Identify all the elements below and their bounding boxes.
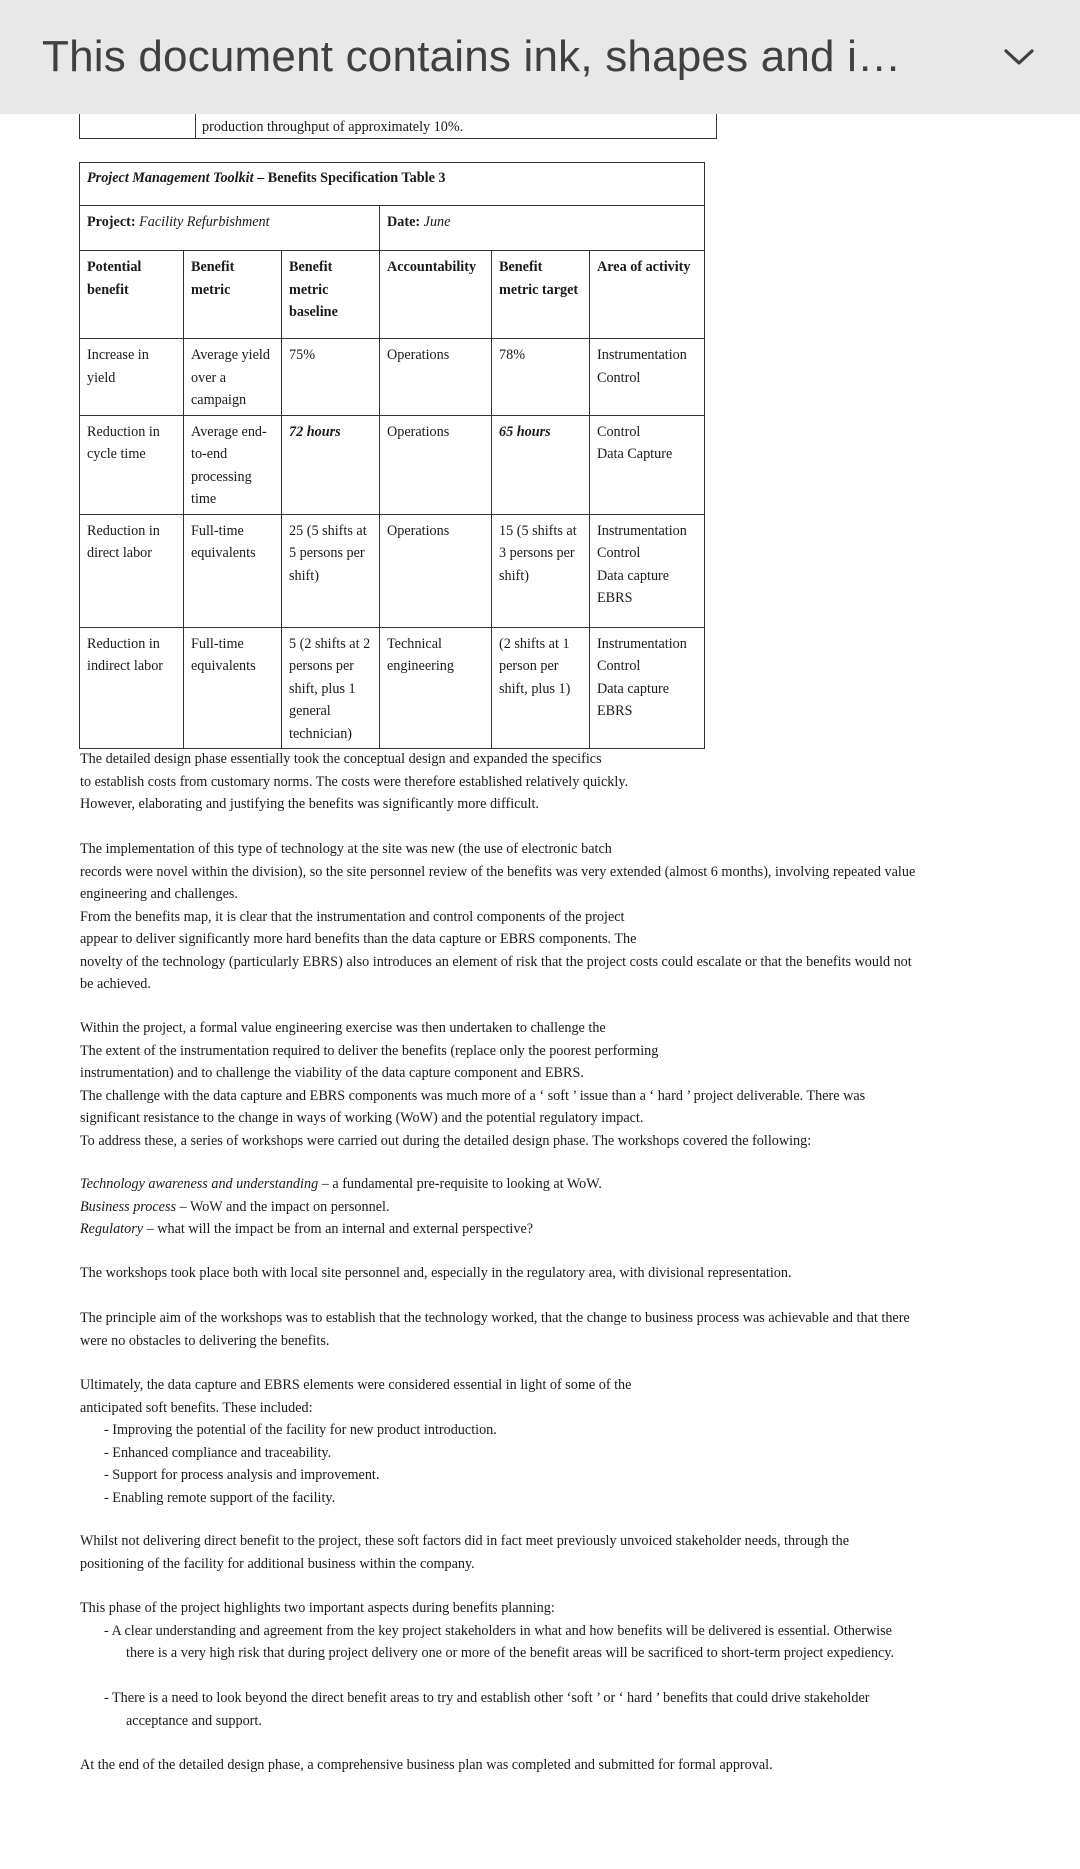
- list-item: - Support for process analysis and improvement.: [104, 1467, 380, 1483]
- column-header: Benefit metric: [184, 251, 282, 339]
- paragraph: The implementation of this type of technology at the site was new (the use of electronic batch records were novel within the division), so the site personnel review of the benefits was very extended (almost 6 months), involving repeated value engineering and challenges. From the benefits map, it is clear that the instrumentation and control components of the project appear to deliver significantly more hard benefits than the data capture or EBRS components. The novelty of the technology (particularly EBRS) also introduces an element of risk that the project costs could escalate or that the benefits would not be achieved.: [80, 841, 916, 992]
- target-cell: (2 shifts at 1 person per shift, plus 1): [492, 627, 590, 749]
- paragraph: At the end of the detailed design phase, a comprehensive business plan was completed and submitted for formal approval.: [80, 1757, 773, 1773]
- baseline-cell: 5 (2 shifts at 2 persons per shift, plus 1 general technician): [282, 627, 380, 749]
- paragraph: Ultimately, the data capture and EBRS elements were considered essential in light of some of the anticipated soft benefits. These included: - Improving the potential of the facility for new product introduction. - Enhanced compliance and traceability. - Support for process analysis and improvement. - Enabling remote support of the facility.: [80, 1374, 1010, 1509]
- benefit-cell: Reduction in indirect labor: [80, 627, 184, 749]
- previous-table-fragment: [79, 114, 717, 139]
- chevron-down-icon[interactable]: [1000, 40, 1038, 74]
- workshop-topic: Technology awareness and understanding – a fundamental pre-requisite to looking at WoW.: [80, 1176, 602, 1192]
- list-item: there is a very high risk that during project delivery one or more of the benefit areas will be sacrificed to short-term project expediency.: [126, 1645, 895, 1661]
- list-item: - Enhanced compliance and traceability.: [104, 1444, 332, 1461]
- paragraph: [80, 1687, 1010, 1732]
- area-cell: Instrumentation Control Data capture EBRS: [590, 514, 705, 627]
- column-header: Benefit metric baseline: [282, 251, 380, 339]
- metric-cell: Average yield over a campaign: [184, 339, 282, 416]
- paragraph: The detailed design phase essentially took the conceptual design and expanded the specifics to establish costs from customary norms. The costs were therefore established relatively quickly. However, elaborating and justifying the benefits was significantly more difficult.: [80, 751, 629, 812]
- table-row: [80, 514, 705, 627]
- metric-cell: Average end-to-end processing time: [184, 415, 282, 514]
- table-cell: production throughput of approximately 10%.: [202, 119, 464, 135]
- area-cell: Instrumentation Control: [590, 339, 705, 416]
- accountability-cell: Operations: [380, 339, 492, 416]
- column-header: Potential benefit: [80, 251, 184, 339]
- list-item: acceptance and support.: [126, 1712, 262, 1729]
- column-header: Benefit metric target: [492, 251, 590, 339]
- table-row: [80, 627, 705, 749]
- workshop-topic: Regulatory – what will the impact be from an internal and external perspective?: [80, 1221, 534, 1237]
- accountability-cell: Operations: [380, 514, 492, 627]
- baseline-cell: 72 hours: [282, 415, 380, 514]
- metric-cell: Full-time equivalents: [184, 627, 282, 749]
- paragraph: This phase of the project highlights two important aspects during benefits planning: - A clear understanding and agreement from the key project stakeholders in what and how benefits will be delivered is essential. Otherwise there is a very high risk that during project delivery one or more of the benefit areas will be sacrificed to short-term project expediency.: [80, 1597, 1010, 1665]
- baseline-cell: 25 (5 shifts at 5 persons per shift): [282, 514, 380, 627]
- list-item: - There is a need to look beyond the direct benefit areas to try and establish other ‘soft ’ or ‘ hard ’ benefits that could drive stakeholder: [104, 1690, 870, 1706]
- benefits-specification-table: [79, 162, 705, 749]
- accountability-cell: Technical engineering: [380, 627, 492, 749]
- paragraph: The workshops took place both with local site personnel and, especially in the regulatory area, with divisional representation.: [80, 1265, 792, 1281]
- paragraph: The principle aim of the workshops was to establish that the technology worked, that the change to business process was achievable and that there were no obstacles to delivering the benefits.: [80, 1310, 910, 1349]
- target-cell: 78%: [492, 339, 590, 416]
- workshop-topic: Business process – WoW and the impact on personnel.: [80, 1198, 390, 1215]
- accountability-cell: Operations: [380, 415, 492, 514]
- target-cell: 65 hours: [492, 415, 590, 514]
- metric-cell: Full-time equivalents: [184, 514, 282, 627]
- date-cell: Date: June: [380, 206, 705, 251]
- target-cell: 15 (5 shifts at 3 persons per shift): [492, 514, 590, 627]
- benefit-cell: Reduction in direct labor: [80, 514, 184, 627]
- table-row: [80, 339, 705, 416]
- baseline-cell: 75%: [282, 339, 380, 416]
- column-header: Area of activity: [590, 251, 705, 339]
- table-row: [80, 415, 705, 514]
- paragraph: Within the project, a formal value engineering exercise was then undertaken to challenge the The extent of the instrumentation required to deliver the benefits (replace only the poorest performing instrumentation) and to challenge the viability of the data capture component and EBRS. The challenge with the data capture and EBRS components was much more of a ‘ soft ’ issue than a ‘ hard ’ project deliverable. There was significant resistance to the change in ways of working (WoW) and the potential regulatory impact. To address these, a series of workshops were carried out during the detailed design phase. The workshops covered the following:: [80, 1020, 866, 1149]
- column-header: Accountability: [380, 251, 492, 339]
- workshop-topics: [80, 1173, 1010, 1241]
- benefit-cell: Reduction in cycle time: [80, 415, 184, 514]
- area-cell: Instrumentation Control Data capture EBRS: [590, 627, 705, 749]
- project-cell: Project: Facility Refurbishment: [80, 206, 380, 251]
- paragraph: Whilst not delivering direct benefit to the project, these soft factors did in fact meet previously unvoiced stakeholder needs, through the positioning of the facility for additional business within the company.: [80, 1533, 850, 1572]
- document-banner: [0, 0, 1080, 114]
- benefit-cell: Increase in yield: [80, 339, 184, 416]
- list-item: - A clear understanding and agreement from the key project stakeholders in what and how benefits will be delivered is essential. Otherwise: [104, 1622, 892, 1639]
- list-item: - Improving the potential of the facility for new product introduction.: [104, 1422, 497, 1438]
- list-item: - Enabling remote support of the facility.: [104, 1489, 336, 1506]
- table-caption: Project Management Toolkit – Benefits Specification Table 3: [80, 163, 705, 206]
- area-cell: Control Data Capture: [590, 415, 705, 514]
- banner-title: This document contains ink, shapes and i…: [42, 32, 902, 81]
- table-divider: [195, 114, 196, 138]
